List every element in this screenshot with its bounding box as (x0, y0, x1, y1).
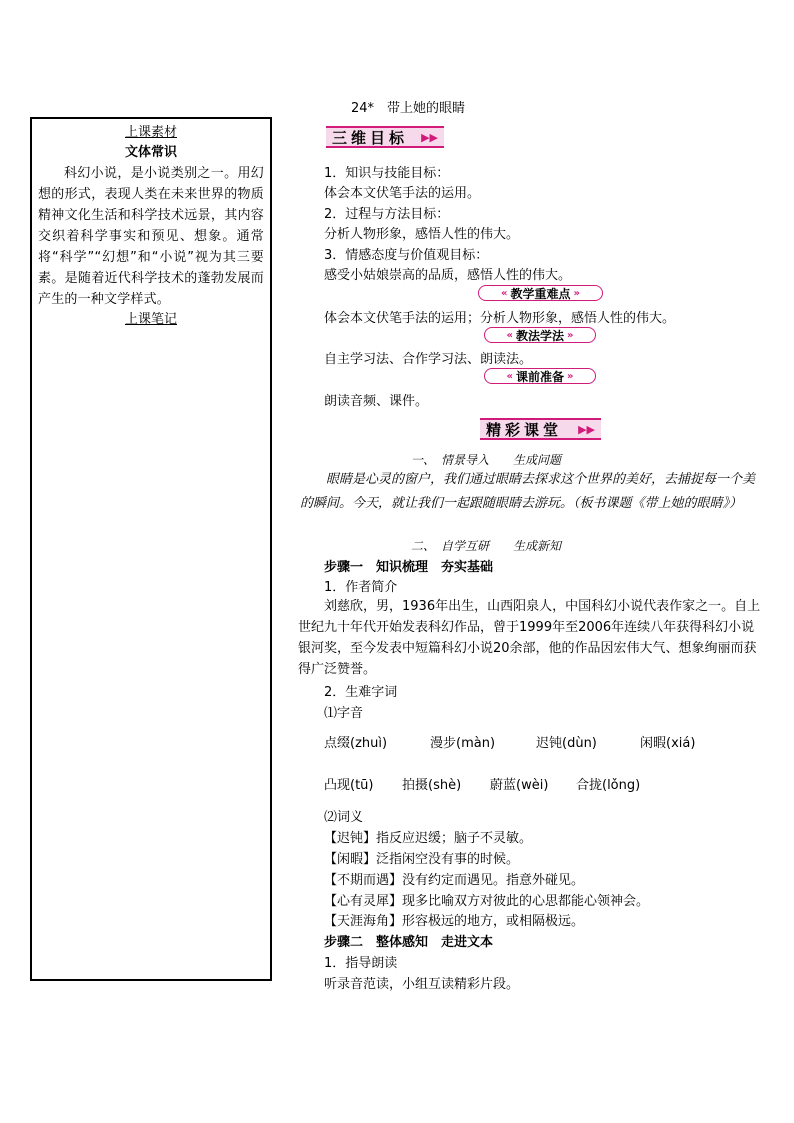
objective-line: 分析人物形象，感悟人性的伟大。 (324, 227, 520, 242)
key-points-text: 体会本文伏笔手法的运用；分析人物形象，感悟人性的伟大。 (324, 311, 676, 326)
prep-label-text: 课前准备 (515, 369, 564, 384)
key-points-label-text: 教学重难点 (510, 286, 571, 301)
classroom-banner-label: 精彩课堂 (486, 420, 563, 439)
sidebar-notes-heading: 上课笔记 (124, 312, 177, 327)
sidebar-paragraph: 科幻小说，是小说类别之一。用幻想的形式，表现人类在未来世界的物质精神文化生活和科学技术远景，其内容交织着科学事实和预见、想象。通常将“科学”“幻想”和“小说”视为其三要素。是随着近代科学技术的蓬勃发展而产生的一种文学样式。 (38, 166, 264, 307)
lesson-title: 24* 带上她的眼睛 (351, 101, 466, 116)
pronunciation-item: 闲暇(xiá) (640, 736, 696, 751)
pronunciation-item: 漫步(màn) (430, 736, 496, 751)
intro-paragraph: 眼睛是心灵的窗户，我们通过眼睛去探求这个世界的美好，去捕捉每一个美的瞬间。今天，就让我们一起跟随眼睛去游玩。（板书课题《带上她的眼睛》） (300, 472, 756, 511)
classroom-banner (480, 418, 601, 440)
vocab-heading: 2．生难字词 (324, 685, 398, 700)
meaning-item: 【迟钝】指反应迟缓；脑子不灵敏。 (324, 831, 533, 846)
double-right-arrow-icon: ▶▶ (578, 422, 595, 436)
methods-label-text: 教法学法 (515, 328, 564, 343)
pronunciation-item: 凸现(tū) (324, 778, 374, 793)
sidebar-notes-box (30, 117, 272, 981)
objective-line: 体会本文伏笔手法的运用。 (324, 186, 481, 201)
double-left-chevron-icon: « (506, 329, 513, 341)
methods-label (484, 327, 596, 343)
objectives-banner (326, 126, 444, 148)
section-heading: 二、 自学互研 生成新知 (411, 539, 562, 553)
key-points-label (478, 285, 603, 301)
prep-text: 朗读音频、课件。 (324, 394, 429, 409)
read-heading: 1．指导朗读 (324, 956, 398, 971)
objective-line: 1．知识与技能目标： (324, 166, 450, 181)
objective-line: 2．过程与方法目标： (324, 207, 450, 222)
double-right-arrow-icon: ▶▶ (421, 130, 438, 144)
meaning-heading: ⑵词义 (324, 810, 364, 825)
prep-label (484, 368, 596, 384)
pronunciation-item: 点缀(zhuì) (324, 736, 388, 751)
objective-line: 3．情感态度与价值观目标： (324, 248, 489, 263)
double-left-chevron-icon: « (501, 287, 508, 299)
sidebar-heading: 上课素材 (124, 125, 177, 140)
double-right-chevron-icon: » (573, 287, 580, 299)
double-right-chevron-icon: » (567, 329, 574, 341)
pronunciation-heading: ⑴字音 (324, 706, 364, 721)
double-left-chevron-icon: « (506, 370, 513, 382)
meaning-item: 【闲暇】泛指闲空没有事的时候。 (324, 852, 520, 867)
meaning-item: 【不期而遇】没有约定而遇见。指意外碰见。 (324, 873, 585, 888)
step-heading: 步骤一 知识梳理 夯实基础 (324, 560, 494, 575)
objective-line: 感受小姑娘崇高的品质，感悟人性的伟大。 (324, 268, 572, 283)
double-right-chevron-icon: » (567, 370, 574, 382)
pronunciation-item: 合拢(lǒng) (576, 778, 641, 793)
section-heading: 一、 情景导入 生成问题 (411, 453, 562, 467)
pronunciation-item: 拍摄(shè) (402, 778, 462, 793)
author-paragraph: 刘慈欣，男，1936年出生，山西阳泉人，中国科幻小说代表作家之一。自上世纪九十年代开始发表科幻作品，曾于1999年至2006年连续八年获得科幻小说银河奖，至今发表中短篇科幻小说20余部，他的作品因宏伟大气、想象绚丽而获得广泛赞誉。 (298, 599, 761, 677)
sidebar-subheading: 文体常识 (124, 145, 177, 160)
methods-text: 自主学习法、合作学习法、朗读法。 (324, 352, 533, 367)
author-heading: 1．作者简介 (324, 580, 398, 595)
step-heading: 步骤二 整体感知 走进文本 (324, 935, 494, 950)
pronunciation-item: 蔚蓝(wèi) (490, 778, 549, 793)
objectives-banner-label: 三维目标 (332, 128, 409, 147)
read-text: 听录音范读，小组互读精彩片段。 (324, 977, 520, 992)
meaning-item: 【天涯海角】形容极远的地方，或相隔极远。 (324, 914, 585, 929)
meaning-item: 【心有灵犀】现多比喻双方对彼此的心思都能心领神会。 (324, 894, 650, 909)
pronunciation-item: 迟钝(dùn) (536, 736, 597, 751)
